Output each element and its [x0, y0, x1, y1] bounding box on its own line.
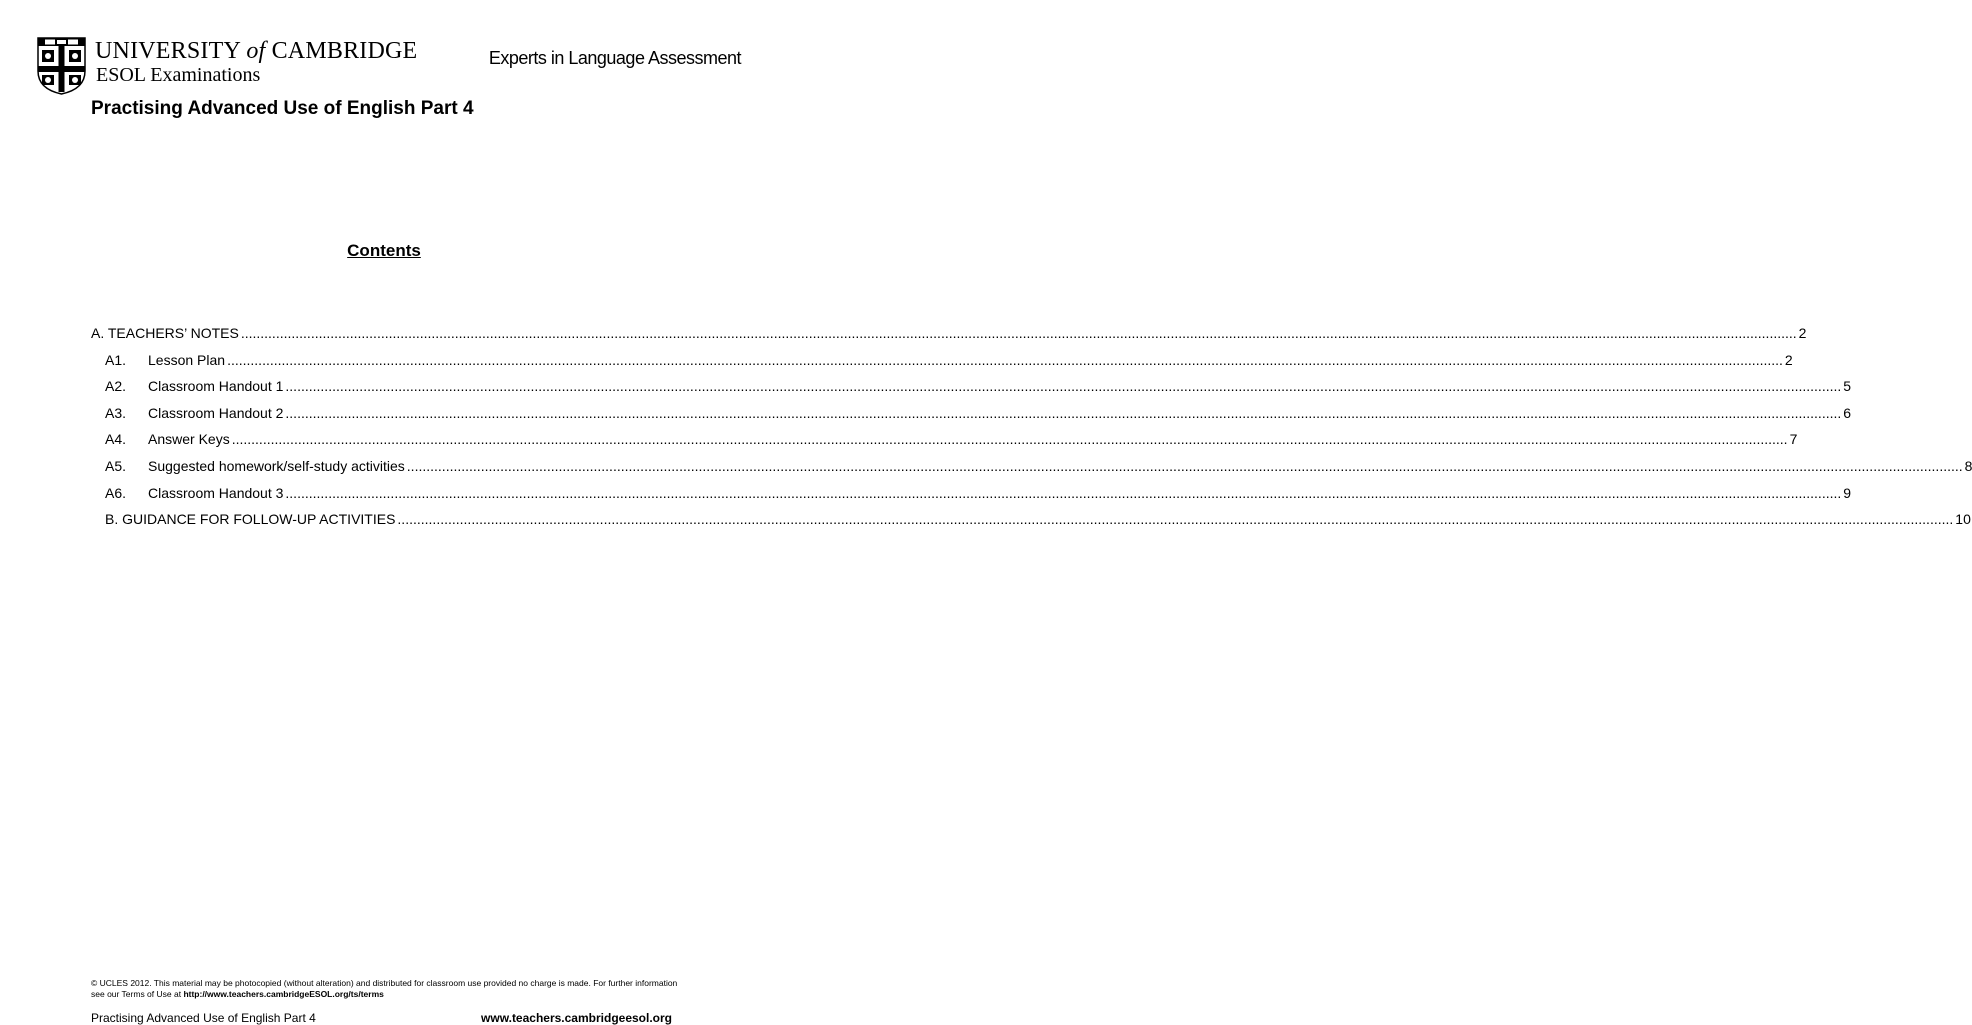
esol-examinations-label: ESOL Examinations [96, 64, 261, 86]
toc-page-number: 5 [1843, 378, 1852, 395]
toc-label: Answer Keys [148, 431, 230, 448]
toc-label: A. TEACHERS’ NOTES [91, 325, 239, 341]
toc-page-number: 7 [1789, 431, 1798, 448]
cambridge-crest-icon [37, 37, 86, 95]
contents-heading: Contents [347, 241, 421, 260]
toc-label: B. GUIDANCE FOR FOLLOW-UP ACTIVITIES [105, 511, 396, 528]
toc-page-number: 8 [1964, 457, 1972, 474]
toc-entry-answer-keys[interactable] [91, 428, 1798, 455]
toc-label: Classroom Handout 3 [148, 484, 284, 501]
toc-entry-classroom-handout-2[interactable] [91, 402, 1852, 429]
university-wordmark [95, 38, 417, 64]
cambridge-word: CAMBRIDGE [265, 38, 418, 64]
toc-entry-homework-activities[interactable] [91, 455, 1972, 482]
toc-number: A6. [105, 484, 127, 501]
toc-label: Classroom Handout 1 [148, 378, 284, 395]
toc-page-number: 2 [1798, 325, 1807, 341]
toc-leader-dots: ................................................................................................................................................................................................................................................................................................................................................................................................................ [406, 457, 1963, 474]
toc-number: A2. [105, 378, 127, 395]
toc-page-number: 6 [1843, 404, 1852, 421]
toc-entry-classroom-handout-1[interactable] [91, 375, 1852, 402]
toc-label: Classroom Handout 2 [148, 404, 284, 421]
toc-leader-dots: ................................................................................................................................................................................................................................................................................................................................................................................................................ [240, 325, 1797, 341]
terms-link[interactable]: http://www.teachers.cambridgeESOL.org/ts/terms [183, 989, 384, 999]
copyright-notice [91, 978, 691, 1000]
toc-leader-dots: ................................................................................................................................................................................................................................................................................................................................................................................................................ [397, 511, 1954, 528]
toc-page-number: 2 [1784, 351, 1793, 368]
toc-leader-dots: ................................................................................................................................................................................................................................................................................................................................................................................................................ [285, 484, 1842, 501]
toc-page-number: 10 [1955, 511, 1971, 528]
toc-leader-dots: ................................................................................................................................................................................................................................................................................................................................................................................................................ [231, 431, 1788, 448]
footer-website-link[interactable]: www.teachers.cambridgeesol.org [481, 1011, 672, 1025]
toc-leader-dots: ................................................................................................................................................................................................................................................................................................................................................................................................................ [227, 351, 1783, 368]
toc-label: Lesson Plan [148, 351, 226, 368]
tagline: Experts in Language Assessment [488, 48, 741, 68]
copyright-text: © UCLES 2012. This material may be photocopied (without alteration) and distributed for classroom use provided no charge is made. For further information see our Terms of Use at [91, 978, 678, 999]
toc-page-number: 9 [1843, 484, 1852, 501]
toc-number: A5. [105, 457, 127, 474]
toc-number: A3. [105, 404, 127, 421]
toc-leader-dots: ................................................................................................................................................................................................................................................................................................................................................................................................................ [285, 404, 1842, 421]
university-word: UNIVERSITY [95, 38, 247, 64]
footer-document-title: Practising Advanced Use of English Part 4 [91, 1011, 316, 1025]
toc-entry-follow-up-guidance[interactable] [91, 508, 1971, 535]
toc-entry-lesson-plan[interactable] [91, 349, 1793, 376]
toc-entry-teachers-notes[interactable] [91, 322, 1807, 349]
table-of-contents [91, 322, 1972, 535]
toc-leader-dots: ................................................................................................................................................................................................................................................................................................................................................................................................................ [285, 378, 1842, 395]
toc-label: Suggested homework/self-study activities [148, 457, 405, 474]
toc-number: A4. [105, 431, 127, 448]
document-title: Practising Advanced Use of English Part 4 [91, 98, 474, 119]
of-word: of [246, 38, 266, 64]
toc-entry-classroom-handout-3[interactable] [91, 482, 1852, 509]
toc-number: A1. [105, 351, 127, 368]
